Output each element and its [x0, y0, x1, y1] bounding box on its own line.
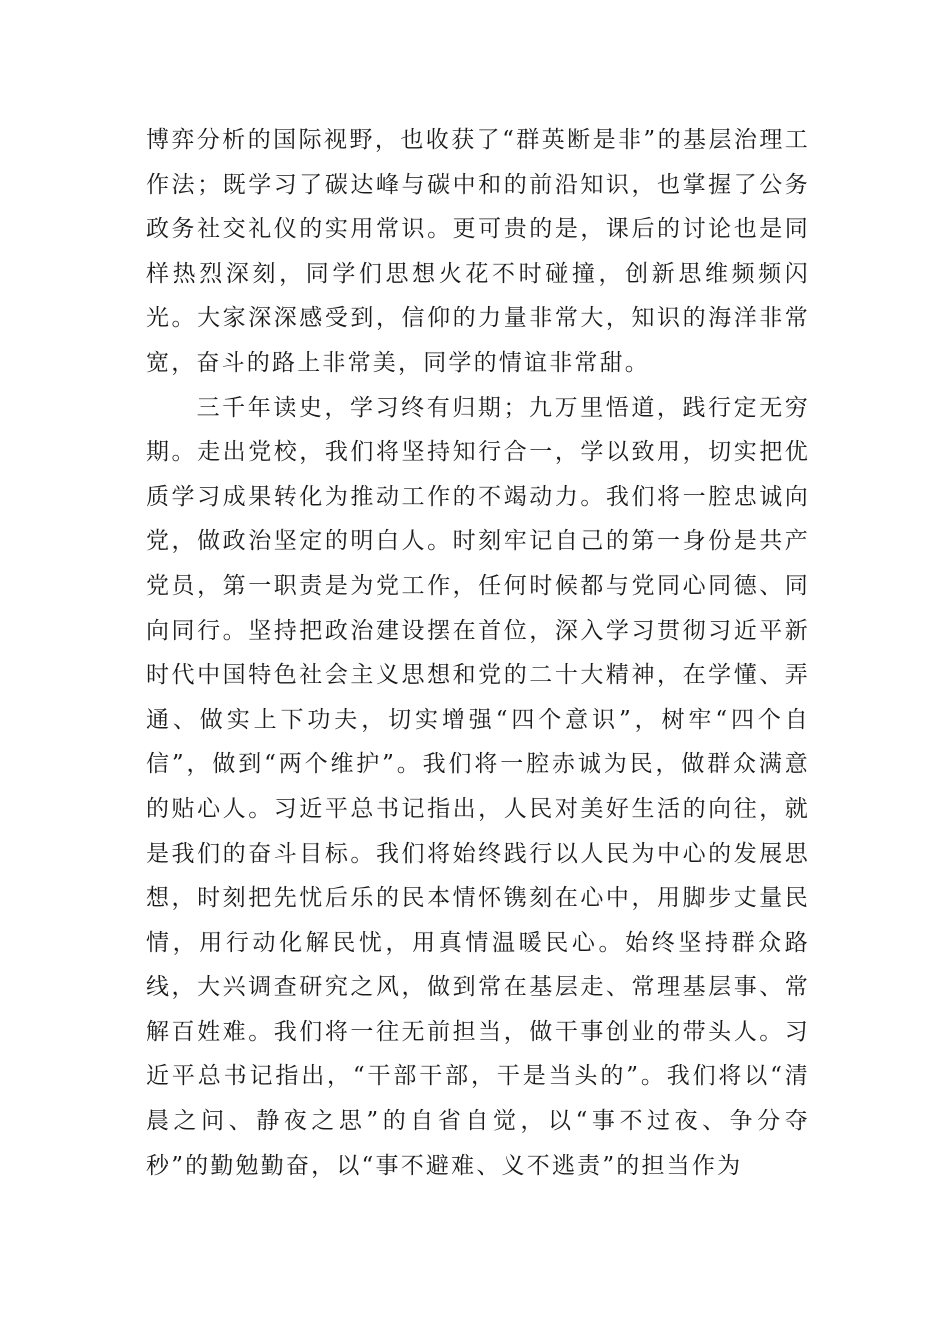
paragraph-1: 博弈分析的国际视野，也收获了“群英断是非”的基层治理工作法；既学习了碳达峰与碳中和的前沿知识，也掌握了公务政务社交礼仪的实用常识。更可贵的是，课后的讨论也是同样热烈深刻，同学们思想火花不时碰撞，创新思维频频闪光。大家深深感受到，信仰的力量非常大，知识的海洋非常宽，奋斗的路上非常美，同学的情谊非常甜。 — [146, 127, 810, 376]
paragraph-2: 三千年读史，学习终有归期；九万里悟道，践行定无穷期。走出党校，我们将坚持知行合一，学以致用，切实把优质学习成果转化为推动工作的不竭动力。我们将一腔忠诚向党，做政治坚定的明白人。时刻牢记自己的第一身份是共产党员，第一职责是为党工作，任何时候都与党同心同德、同向同行。坚持把政治建设摆在首位，深入学习贯彻习近平新时代中国特色社会主义思想和党的二十大精神，在学懂、弄通、做实上下功夫，切实增强“四个意识”，树牢“四个自信”，做到“两个维护”。我们将一腔赤诚为民，做群众满意的贴心人。习近平总书记指出，人民对美好生活的向往，就是我们的奋斗目标。我们将始终践行以人民为中心的发展思想，时刻把先忧后乐的民本情怀镌刻在心中，用脚步丈量民情，用行动化解民忧，用真情温暖民心。始终坚持群众路线，大兴调查研究之风，做到常在基层走、常理基层事、常解百姓难。我们将一往无前担当，做干事创业的带头人。习近平总书记指出，“干部干部，干是当头的”。我们将以“清晨之问、静夜之思”的自省自觉，以“事不过夜、争分夺秒”的勤勉勤奋，以“事不避难、义不逃责”的担当作为 — [146, 394, 810, 1179]
document-page — [146, 118, 810, 1188]
